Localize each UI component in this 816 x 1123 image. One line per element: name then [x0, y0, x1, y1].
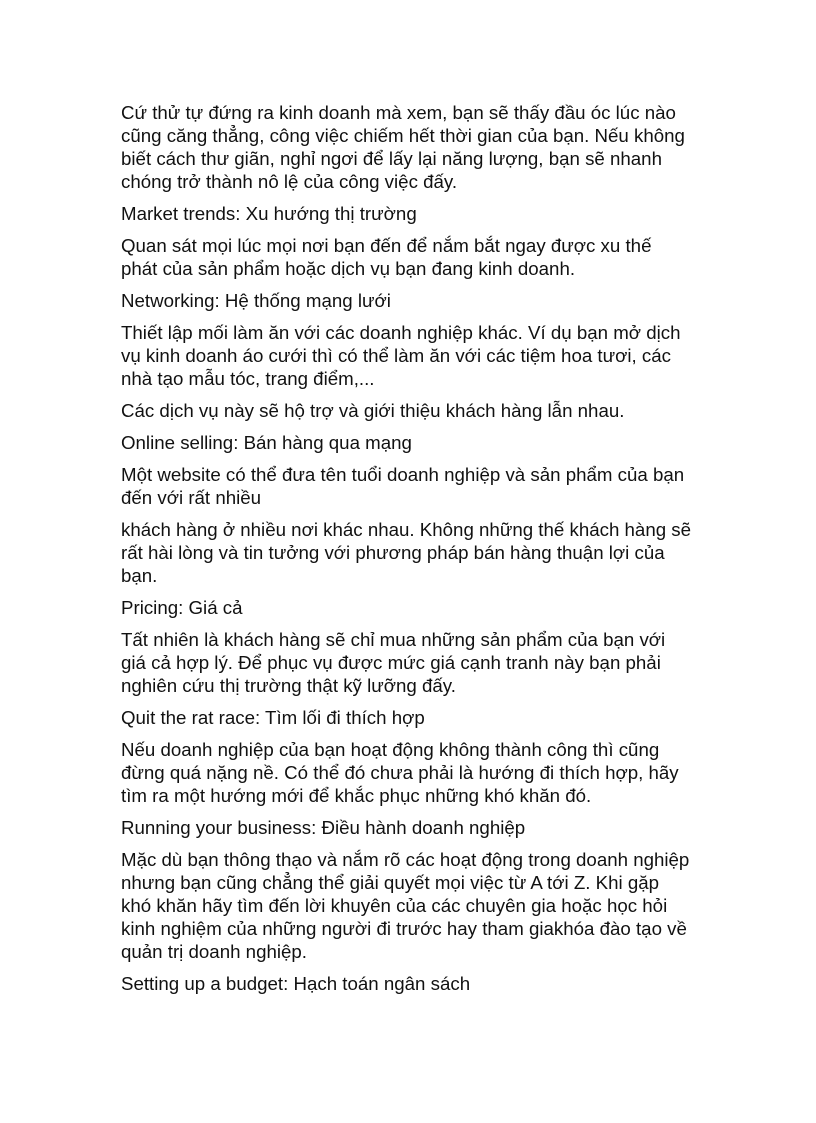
paragraph-online-selling: Một website có thể đưa tên tuổi doanh nghiệp và sản phẩm của bạn đến với rất nhiều — [121, 464, 685, 508]
heading-running-business: Running your business: Điều hành doanh nghiệp — [121, 817, 526, 838]
paragraph-online-selling-2: khách hàng ở nhiều nơi khác nhau. Không những thế khách hàng sẽ rất hài lòng và tin tưởng với phương pháp bán hàng thuận lợi của bạn. — [121, 519, 692, 586]
heading-setting-budget: Setting up a budget: Hạch toán ngân sách — [121, 973, 471, 994]
heading-market-trends: Market trends: Xu hướng thị trường — [121, 203, 417, 224]
paragraph-intro: Cứ thử tự đứng ra kinh doanh mà xem, bạn sẽ thấy đầu óc lúc nào cũng căng thẳng, công việc chiếm hết thời gian của bạn. Nếu không biết cách thư giãn, nghỉ ngơi để lấy lại năng lượng, bạn sẽ nhanh chóng trở thành nô lệ của công việc đấy. — [121, 102, 685, 192]
paragraph-market-trends: Quan sát mọi lúc mọi nơi bạn đến để nắm bắt ngay được xu thế phát của sản phẩm hoặc dịch vụ bạn đang kinh doanh. — [121, 235, 652, 279]
heading-quit-rat-race: Quit the rat race: Tìm lối đi thích hợp — [121, 707, 425, 728]
heading-networking: Networking: Hệ thống mạng lưới — [121, 290, 391, 311]
document-body — [121, 101, 711, 1004]
paragraph-networking-2: Các dịch vụ này sẽ hộ trợ và giới thiệu khách hàng lẫn nhau. — [121, 400, 625, 421]
paragraph-quit-rat-race: Nếu doanh nghiệp của bạn hoạt động không thành công thì cũng đừng quá nặng nề. Có thể đó chưa phải là hướng đi thích hợp, hãy tìm ra một hướng mới để khắc phục những khó khăn đó. — [121, 739, 679, 806]
paragraph-pricing: Tất nhiên là khách hàng sẽ chỉ mua những sản phẩm của bạn với giá cả hợp lý. Để phục vụ được mức giá cạnh tranh này bạn phải nghiên cứu thị trường thật kỹ lưỡng đấy. — [121, 629, 666, 696]
paragraph-running-business: Mặc dù bạn thông thạo và nắm rõ các hoạt động trong doanh nghiệp nhưng bạn cũng chẳng thể giải quyết mọi việc từ A tới Z. Khi gặp khó khăn hãy tìm đến lời khuyên của các chuyên gia hoặc học hỏi kinh nghiệm của những người đi trước hay tham giakhóa đào tạo về quản trị doanh nghiệp. — [121, 849, 690, 962]
heading-online-selling: Online selling: Bán hàng qua mạng — [121, 432, 412, 453]
paragraph-networking: Thiết lập mối làm ăn với các doanh nghiệp khác. Ví dụ bạn mở dịch vụ kinh doanh áo cưới thì có thể làm ăn với các tiệm hoa tươi, các nhà tạo mẫu tóc, trang điểm,... — [121, 322, 681, 389]
heading-pricing: Pricing: Giá cả — [121, 597, 243, 618]
